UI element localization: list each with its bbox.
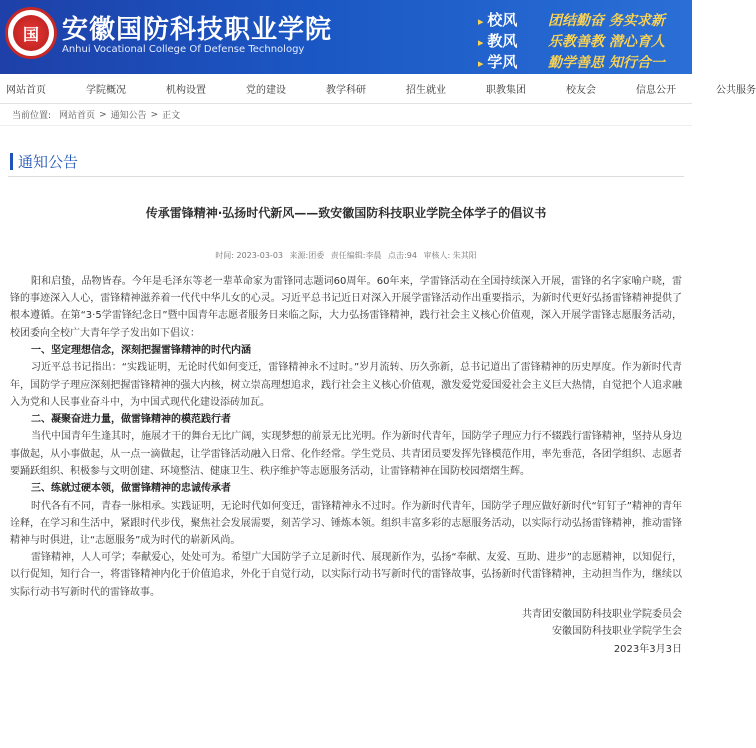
nav-item-departments[interactable]: 机构设置 xyxy=(166,85,206,96)
meta-editor: 责任编辑:李晨 xyxy=(330,251,382,260)
article-meta xyxy=(0,250,692,261)
meta-source: 来源:团委 xyxy=(289,251,325,260)
school-name-en: Anhui Vocational College Of Defense Technology xyxy=(62,44,305,55)
breadcrumb-separator: > xyxy=(150,109,159,120)
motto-text: 勤学善思 知行合一 xyxy=(548,54,665,71)
article-title: 传承雷锋精神·弘扬时代新风——致安徽国防科技职业学院全体学子的倡议书 xyxy=(145,206,547,220)
breadcrumb-label: 当前位置: xyxy=(12,111,52,121)
nav-item-alumni[interactable]: 校友会 xyxy=(566,85,596,96)
article-body xyxy=(0,273,692,601)
meta-clicks: 点击:94 xyxy=(388,251,417,260)
intro-paragraph: 阳和启蛰，品物皆春。今年是毛泽东等老一辈革命家为雷锋同志题词60周年。60年来，学雷锋活动在全国持续深入开展，雷锋的名字家喻户晓，雷锋的事迹深入人心，雷锋精神滋养着一代代中华儿女的心灵。习近平总书记近日对深入开展学雷锋活动作出重要指示，为新时代更好弘扬雷锋精神提供了根本遵循。在第“3·5学雷锋纪念日”暨中国青年志愿者服务日来临之际，大力弘扬雷锋精神，践行社会主义核心价值观，深入开展学雷锋志愿服务活动，校团委向全校广大青年学子发出如下倡议： xyxy=(10,276,682,339)
closing-paragraph: 雷锋精神，人人可学；奉献爱心，处处可为。希望广大国防学子立足新时代、展现新作为，弘扬“奉献、友爱、互助、进步”的志愿精神，以知促行，以行促知，知行合一，将雷锋精神内化于价值追求，外化于自觉行动，以实际行动书写新时代的雷锋故事，弘扬新时代雷锋精神，主动担当作为，继续以实际行动书写新时代的雷锋故事。 xyxy=(10,552,682,598)
section-heading: 一、坚定理想信念，深刻把握雷锋精神的时代内涵 xyxy=(31,344,251,356)
nav-item-vocational-group[interactable]: 职教集团 xyxy=(486,85,526,96)
breadcrumb xyxy=(0,104,692,126)
motto-list xyxy=(478,9,665,72)
logo-emblem: 国 xyxy=(13,15,49,51)
nav-item-overview[interactable]: 学院概况 xyxy=(86,85,126,96)
meta-reviewer: 审核人: 朱其阳 xyxy=(423,251,477,260)
motto-label: ▸ 教风 xyxy=(478,30,548,51)
nav-item-info-disclosure[interactable]: 信息公开 xyxy=(636,85,676,96)
motto-label: ▸ 校风 xyxy=(478,9,548,30)
main-nav xyxy=(0,74,756,104)
nav-item-teaching[interactable]: 教学科研 xyxy=(326,85,366,96)
nav-item-home[interactable]: 网站首页 xyxy=(6,85,46,96)
signature-org-2: 安徽国防科技职业学院学生会 xyxy=(552,626,682,638)
motto-text: 乐教善教 潜心育人 xyxy=(548,33,665,50)
nav-item-public-service[interactable]: 公共服务 xyxy=(716,85,756,96)
motto-text: 团结勤奋 务实求新 xyxy=(548,12,665,29)
signature-block xyxy=(0,606,692,659)
meta-time: 时间: 2023-03-03 xyxy=(215,251,283,260)
section-title: 通知公告 xyxy=(18,152,79,171)
nav-item-admissions[interactable]: 招生就业 xyxy=(406,85,446,96)
body-paragraph: 习近平总书记指出：“实践证明，无论时代如何变迁，雷锋精神永不过时。”岁月流转、历久弥新，总书记道出了雷锋精神的历史厚度。作为新时代青年，国防学子理应深刻把握雷锋精神的强大内核，树立崇高理想追求，践行社会主义核心价值观，激发爱党爱国爱社会主义巨大热情，自觉把个人追求融入为党和人民事业奋斗中，为中国式现代化建设添砖加瓦。 xyxy=(10,362,682,408)
section-header xyxy=(10,148,692,174)
section-heading: 二、凝聚奋进力量，做雷锋精神的模范践行者 xyxy=(31,413,231,425)
site-header-banner xyxy=(0,0,692,74)
signature-org-1: 共青团安徽国防科技职业学院委员会 xyxy=(522,608,682,620)
body-paragraph: 时代各有不同，青春一脉相承。实践证明，无论时代如何变迁，雷锋精神永不过时。作为新时代青年，国防学子理应做好新时代“钉钉子”精神的青年诠释，在学习和生活中，紧跟时代步伐，聚焦社会发展需要，刻苦学习、锤炼本领。组织丰富多彩的志愿服务活动，以实际行动弘扬雷锋精神，推动雷锋精神与时俱进，让“志愿服务”成为时代的崭新风尚。 xyxy=(10,500,682,546)
motto-row xyxy=(478,9,665,30)
body-paragraph: 当代中国青年生逢其时，施展才干的舞台无比广阔，实现梦想的前景无比光明。作为新时代青年，国防学子理应力行不辍践行雷锋精神，坚持从身边事做起，从小事做起，从一点一滴做起，让学雷锋活动融入日常、化作经常。学生党员、共青团员要发挥先锋模范作用，率先垂范，各团学组织、志愿者要踊跃组织、积极参与文明创建、环境整洁、健康卫生、秩序维护等志愿服务活动，让雷锋精神在国防校园熠熠生辉。 xyxy=(10,431,682,477)
school-logo[interactable] xyxy=(5,7,57,59)
school-name-cn[interactable]: 安徽国防科技职业学院 xyxy=(62,15,333,45)
breadcrumb-current: 正文 xyxy=(162,111,181,121)
section-divider xyxy=(8,176,684,177)
breadcrumb-link-home[interactable]: 网站首页 xyxy=(59,111,96,121)
section-accent-bar xyxy=(10,153,13,170)
motto-row xyxy=(478,30,665,51)
signature-date: 2023年3月3日 xyxy=(613,643,682,655)
section-heading: 三、练就过硬本领，做雷锋精神的忠诚传承者 xyxy=(31,483,231,495)
breadcrumb-link-notices[interactable]: 通知公告 xyxy=(110,111,147,121)
motto-row xyxy=(478,51,665,72)
motto-label: ▸ 学风 xyxy=(478,51,548,72)
nav-item-party[interactable]: 党的建设 xyxy=(246,85,286,96)
breadcrumb-separator: > xyxy=(99,109,107,120)
